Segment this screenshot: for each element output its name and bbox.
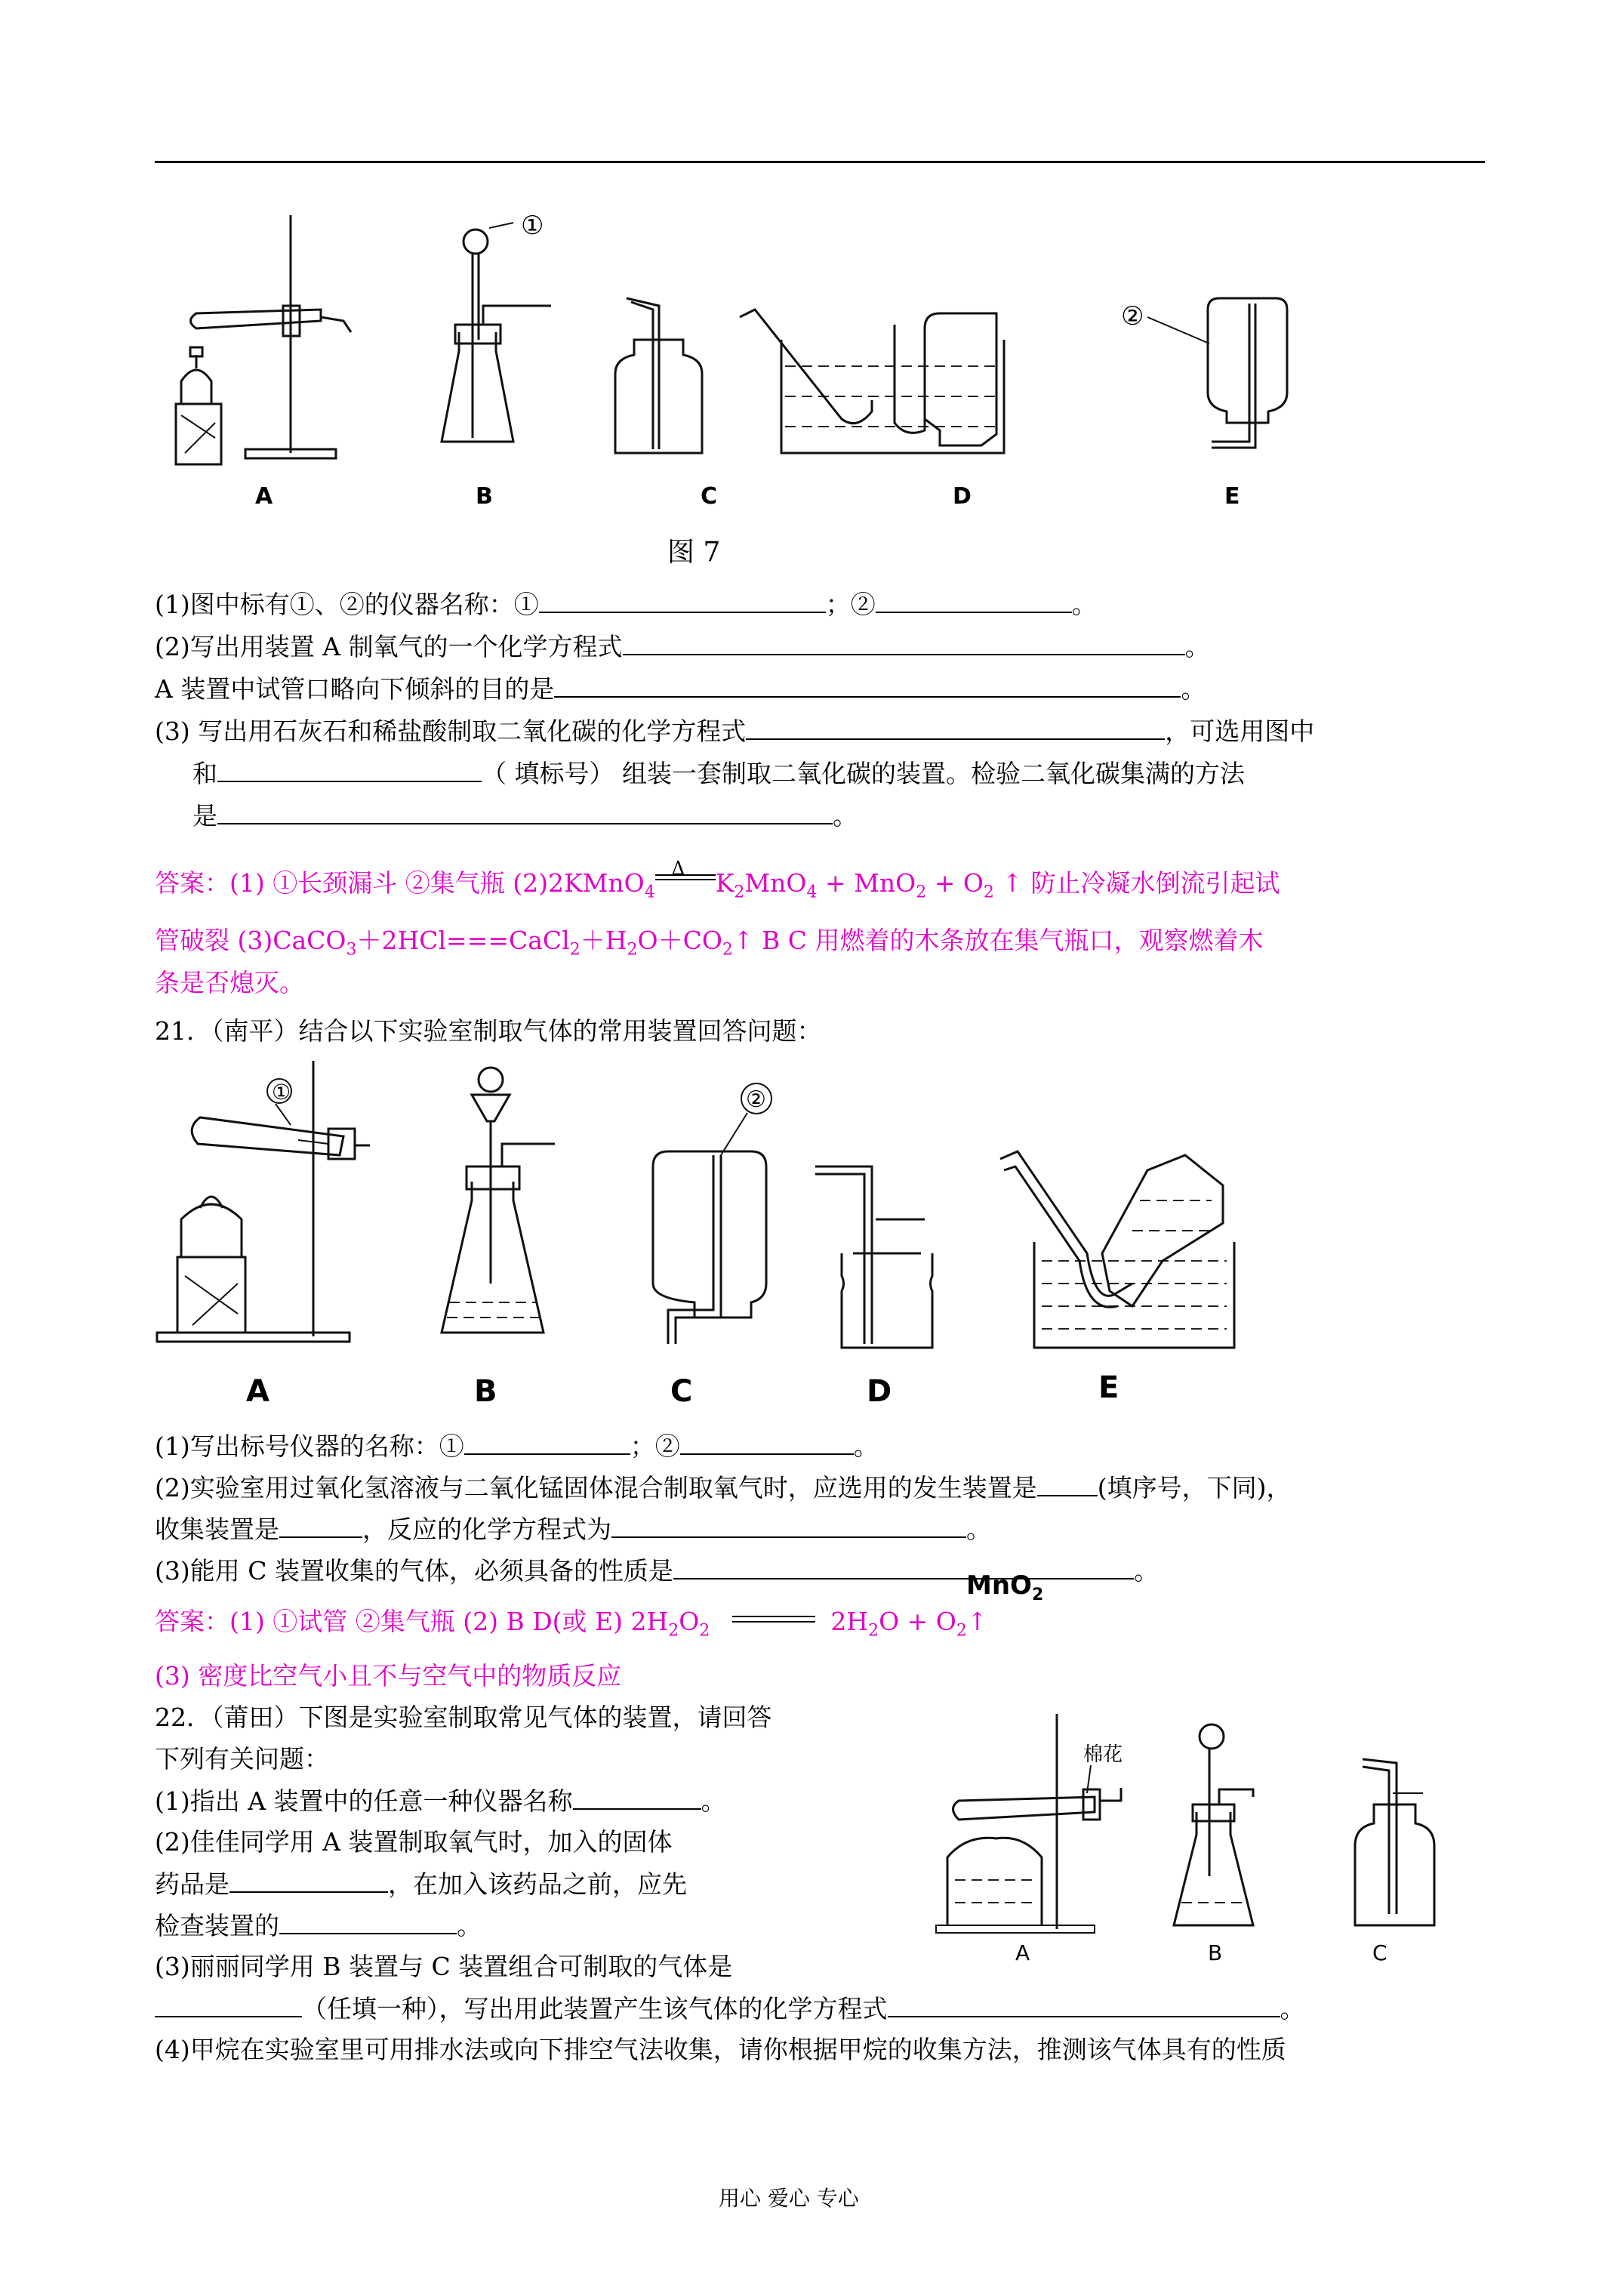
fig7-label-b: B bbox=[476, 483, 493, 510]
apparatus-21d bbox=[815, 1166, 932, 1348]
a20-line-1: 答案：(1) ①长颈漏斗 ②集气瓶 (2)2KMnO$_4$ Δ $K_2MnO_4 + MnO_2 + O_2$ ↑ 防止冷凝水倒流引起试 bbox=[155, 868, 1280, 908]
marker-1: ① bbox=[521, 211, 544, 241]
q22-line-1: 22．（莆田）下图是实验室制取常见气体的装置，请回答 bbox=[155, 1703, 772, 1732]
apparatus-21a bbox=[157, 1061, 370, 1342]
apparatus-21e bbox=[1000, 1151, 1234, 1348]
fig7-label-a: A bbox=[255, 483, 273, 510]
apparatus-21b bbox=[442, 1068, 555, 1333]
q21-line-1: (1)写出标号仪器的名称：① ；② 。 bbox=[155, 1432, 879, 1461]
apparatus-7a bbox=[176, 215, 351, 464]
figure-q22 bbox=[936, 1706, 1449, 1978]
q21-title: 21．（南平）结合以下实验室制取气体的常用装置回答问题： bbox=[155, 1016, 822, 1046]
a21-line-1: 答案：(1) ①试管 ②集气瓶 (2) B D(或 E) $2H_2O_2$ $2H_2O$ + $O_2↑$ bbox=[155, 1607, 988, 1641]
fig21-label-d: D bbox=[867, 1374, 892, 1409]
figure-7 bbox=[151, 211, 1329, 498]
q21-line-2: (2)实验室用过氧化氢溶液与二氧化锰固体混合制取氧气时，应选用的发生装置是 (填序号，下同)， bbox=[155, 1473, 1292, 1502]
fig7-label-e: E bbox=[1224, 483, 1240, 510]
q22-line-8: （任填一种），写出用此装置产生该气体的化学方程式 。 bbox=[155, 1993, 1305, 2024]
q22-line-5: 药品是 ，在加入该药品之前，应先 bbox=[155, 1869, 687, 1899]
fig21-label-a: A bbox=[246, 1374, 269, 1409]
fig7-label-d: D bbox=[953, 483, 972, 510]
fig21-label-c: C bbox=[670, 1374, 693, 1409]
q22-line-7: (3)丽丽同学用 B 装置与 C 装置组合可制取的气体是 bbox=[155, 1952, 733, 1981]
q22-line-2: 下列有关问题： bbox=[155, 1744, 329, 1774]
apparatus-22a bbox=[936, 1714, 1123, 1933]
cotton-label: 棉花 bbox=[1083, 1743, 1123, 1766]
q20-line-1: (1)图中标有①、②的仪器名称：① ；② 。 bbox=[155, 590, 1097, 619]
apparatus-21c bbox=[653, 1083, 771, 1344]
fig7-label-c: C bbox=[701, 483, 718, 510]
q22-line-3: (1)指出 A 装置中的任意一种仪器名称 。 bbox=[155, 1786, 726, 1816]
a20-line-3: 条是否熄灭。 bbox=[155, 968, 304, 997]
q21-line-4: (3)能用 C 装置收集的气体，必须具备的性质是 。 bbox=[155, 1556, 1159, 1586]
page-footer: 用心 爱心 专心 bbox=[719, 2186, 859, 2211]
catalyst-label: MnO$_2$ bbox=[966, 1570, 1044, 1604]
fig22-label-c: C bbox=[1372, 1940, 1387, 1965]
heat-condition: Δ bbox=[671, 858, 685, 879]
marker-2: ② bbox=[1121, 301, 1144, 331]
a20-line-2: 管破裂 $(3)CaCO_3+2HCl===CaCl_2+H_2O+CO_2↑$ B C 用燃着的木条放在集气瓶口，观察燃着木 bbox=[155, 926, 1264, 960]
q22-line-6: 检查装置的 。 bbox=[155, 1911, 482, 1940]
header-rule bbox=[155, 161, 1485, 163]
q20-line-6: 是 。 bbox=[192, 801, 858, 831]
apparatus-7c bbox=[615, 298, 702, 453]
q20-line-4: (3) 写出用石灰石和稀盐酸制取二氧化碳的化学方程式 ，可选用图中 bbox=[155, 717, 1315, 746]
fig22-label-b: B bbox=[1208, 1940, 1223, 1965]
fig22-label-a: A bbox=[1015, 1940, 1030, 1965]
apparatus-22c bbox=[1355, 1759, 1434, 1925]
q20-line-5: 和 （ 填标号） 组装一套制取二氧化碳的装置。检验二氧化碳集满的方法 bbox=[192, 759, 1245, 788]
q22-line-4: (2)佳佳同学用 A 装置制取氧气时，加入的固体 bbox=[155, 1827, 673, 1857]
marker-21-2: ② bbox=[746, 1086, 766, 1113]
apparatus-22b bbox=[1174, 1724, 1253, 1925]
marker-21-1: ① bbox=[272, 1080, 291, 1105]
apparatus-7d bbox=[740, 310, 1004, 453]
fig21-label-e: E bbox=[1098, 1370, 1119, 1405]
apparatus-7b bbox=[442, 211, 551, 442]
q21-line-3: 收集装置是 ，反应的化学方程式为 。 bbox=[155, 1515, 991, 1544]
apparatus-7e bbox=[1121, 298, 1287, 448]
fig21-label-b: B bbox=[474, 1374, 497, 1409]
figure-q21 bbox=[151, 1057, 1283, 1374]
q22-line-9: (4)甲烷在实验室里可用排水法或向下排空气法收集，请你根据甲烷的收集方法，推测该气体具有的性质 bbox=[155, 2035, 1286, 2064]
q20-line-2: (2)写出用装置 A 制氧气的一个化学方程式 。 bbox=[155, 632, 1210, 661]
q20-line-3: A 装置中试管口略向下倾斜的目的是 。 bbox=[155, 674, 1206, 704]
figure-7-caption: 图 7 bbox=[667, 537, 721, 568]
a21-line-2: (3) 密度比空气小且不与空气中的物质反应 bbox=[155, 1661, 622, 1690]
